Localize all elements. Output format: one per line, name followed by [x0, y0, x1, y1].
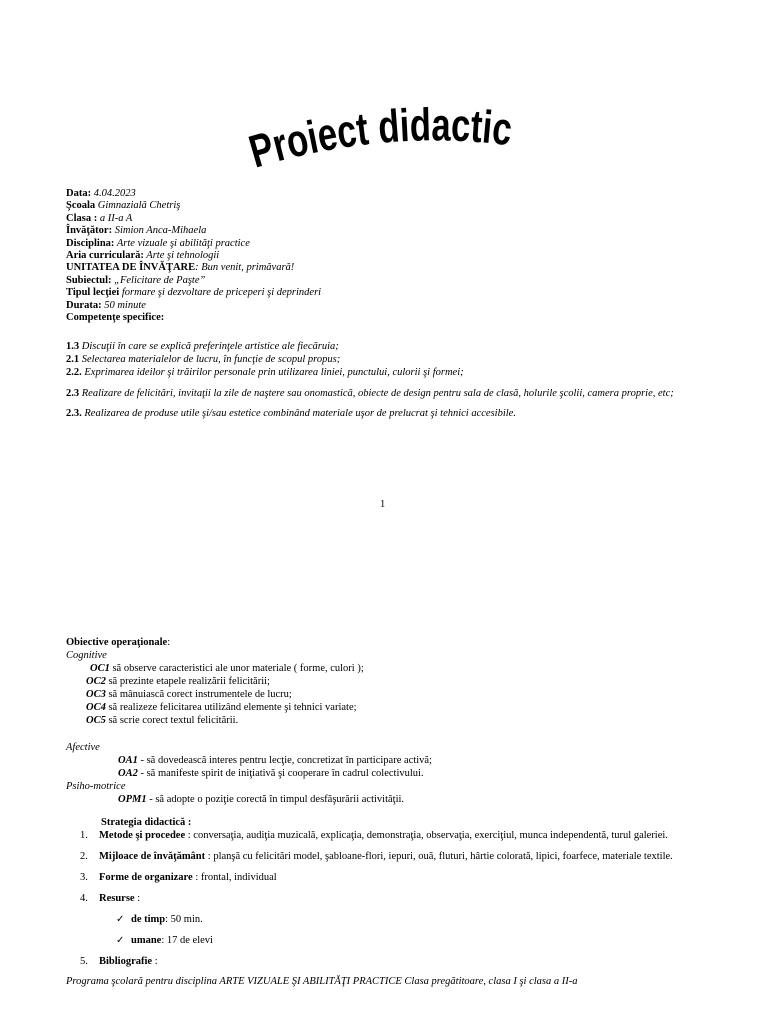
lesson-header	[66, 188, 321, 324]
strategy-text: : frontal, individual	[192, 872, 277, 883]
header-value: Arte şi tehnologii	[143, 250, 220, 262]
strategy-body	[99, 956, 158, 968]
resource-label: umane	[131, 935, 162, 946]
strategy-text: : planşă cu felicitări model, şabloane-flori, iepuri, ouă, fluturi, hârtie colorată, lipici, foarfece, materiale textile.	[205, 851, 673, 862]
competency-code: 2.3.	[66, 408, 82, 419]
psychomotor-objective	[66, 793, 432, 806]
objective-code: OC1	[90, 663, 110, 674]
header-value: formare şi dezvoltare de priceperi şi deprinderi	[119, 287, 322, 299]
checkmark-icon: ✓	[116, 935, 125, 946]
header-label: Învăţător:	[66, 225, 113, 237]
strategy-title: Strategia didactică :	[101, 817, 192, 828]
strategy-item	[80, 956, 760, 968]
cognitive-objective	[66, 675, 432, 688]
header-line	[66, 250, 321, 262]
document-title	[243, 88, 522, 178]
header-label: Disciplina:	[66, 237, 115, 249]
strategy-number: 1.	[80, 830, 88, 841]
objective-text: - să dovedească interes pentru lecţie, concretizat în participare activă;	[137, 755, 432, 766]
header-value: a II-a A	[97, 212, 133, 224]
title-text: Proiect didactic	[243, 98, 522, 178]
cognitive-objective	[66, 701, 432, 714]
checkmark-icon: ✓	[116, 914, 125, 925]
competency-text: Realizare de felicitări, invitaţii la zile de naştere sau onomastică, obiecte de design pentru sala de clasă, holurile şcolii, camera proprie, etc;	[79, 388, 674, 399]
header-line	[66, 275, 321, 287]
header-label: Durata:	[66, 299, 102, 311]
competency-item	[66, 341, 339, 353]
header-line	[66, 188, 321, 200]
header-line	[66, 238, 321, 250]
competency-text: Realizarea de produse utile şi/sau estetice combinând materiale uşor de prelucrat şi tehnici accesibile.	[81, 408, 516, 419]
page-number: 1	[380, 499, 386, 510]
strategy-label: Mijloace de învăţământ	[99, 851, 206, 862]
header-line	[66, 213, 321, 225]
competency-item	[66, 367, 464, 379]
header-label: Şcoala	[66, 200, 96, 212]
objectives-title: Obiective operaţionale	[66, 637, 168, 648]
strategy-item	[80, 830, 760, 842]
header-value: : Bun venit, primăvară!	[195, 262, 295, 274]
strategy-text: :	[152, 956, 158, 967]
competency-item	[66, 408, 516, 420]
header-label: Tipul lecţiei	[66, 287, 120, 299]
objective-code: OA1	[118, 755, 138, 766]
header-line	[66, 287, 321, 299]
objective-code: OPM1	[118, 794, 147, 805]
header-label: UNITATEA DE ÎNVĂŢARE	[66, 262, 196, 274]
strategy-label: Forme de organizare	[99, 872, 193, 883]
objective-text: să mânuiască corect instrumentele de lucru;	[105, 689, 292, 700]
strategy-label: Bibliografie	[99, 956, 153, 967]
header-line	[66, 312, 321, 324]
cognitive-objective	[66, 688, 432, 701]
header-value: „Felicitare de Paşte”	[111, 274, 206, 286]
strategy-body	[99, 830, 668, 842]
strategy-number: 2.	[80, 851, 88, 862]
strategy-number: 5.	[80, 956, 88, 967]
cognitive-objective	[66, 662, 432, 675]
objective-code: OC4	[86, 702, 106, 713]
resource-text: : 17 de elevi	[161, 935, 213, 946]
header-line	[66, 262, 321, 274]
strategy-number: 3.	[80, 872, 88, 883]
header-label: Aria curriculară:	[66, 250, 144, 262]
header-value: 4.04.2023	[91, 188, 136, 199]
competency-code: 1.3	[66, 341, 80, 352]
header-label: Competenţe specifice:	[66, 312, 165, 324]
psycho-label: Psiho-motrice	[66, 781, 126, 792]
strategy-body	[99, 872, 277, 884]
header-line	[66, 200, 321, 212]
strategy-text: : conversaţia, audiţia muzicală, explicaţia, demonstraţia, observaţia, exerciţiul, munca independentă, turul galeriei.	[185, 830, 668, 841]
objective-text: - să adopte o poziţie corectă în timpul desfăşurării activităţii.	[146, 794, 405, 805]
objective-text: să realizeze felicitarea utilizând elemente şi tehnici variate;	[105, 702, 357, 713]
competency-code: 2.1	[66, 354, 80, 365]
objective-text: să observe caracteristici ale unor materiale ( forme, culori );	[109, 663, 364, 674]
resource-item	[80, 914, 760, 926]
objective-code: OC2	[86, 676, 106, 687]
competency-item	[66, 388, 674, 400]
resource-text: : 50 min.	[165, 914, 203, 925]
strategy-body	[99, 893, 140, 905]
competency-code: 2.2.	[66, 367, 82, 378]
objective-text: să scrie corect textul felicitării.	[105, 715, 239, 726]
header-value: Simion Anca-Mihaela	[112, 225, 207, 237]
competency-text: Exprimarea ideilor şi trăirilor personale prin utilizarea liniei, punctului, culorii şi formei;	[81, 367, 464, 378]
bibliography-text: Programa şcolară pentru disciplina ARTE VIZUALE ŞI ABILITĂŢI PRACTICE Clasa pregătitoare, clasa I şi clasa a II-a	[66, 976, 578, 987]
affective-objective	[66, 754, 432, 767]
objective-text: să prezinte etapele realizării felicitării;	[105, 676, 270, 687]
header-label: Clasa :	[66, 212, 98, 224]
affective-label: Afective	[66, 742, 100, 753]
title-wordart	[243, 88, 522, 178]
affective-objective	[66, 767, 432, 780]
strategy-number: 4.	[80, 893, 88, 904]
competency-text: Selectarea materialelor de lucru, în funcţie de scopul propus;	[79, 354, 341, 365]
operational-objectives: Obiective operaţionale: Cognitive OC1 să observe caracteristici ale unor materiale ( forme, culori ); OC2 să prezinte etapele realizării felicitării; OC3 să mânuiască corect instrumentele de lucru; OC4 să realizeze felicitarea utilizând elemente şi tehnici variate; OC5 să scrie corect textul felicitării. Afective OA1 - să dovedească interes pentru lecţie, concretizat în participare activă; OA2 - să manifeste spirit de iniţiativă şi cooperare în cadrul colectivului. Psiho-motrice OPM1 - să adopte o poziţie corectă în timpul desfăşurării activităţii.	[66, 637, 432, 805]
header-line	[66, 300, 321, 312]
competency-item	[66, 354, 340, 366]
competency-code: 2.3	[66, 388, 80, 399]
strategy-list	[80, 830, 760, 977]
cognitive-objective	[66, 714, 432, 727]
competency-text: Discuţii în care se explică preferinţele artistice ale fiecăruia;	[79, 341, 339, 352]
strategy-label: Metode şi procedee	[99, 830, 186, 841]
objective-code: OC5	[86, 715, 106, 726]
strategy-body	[99, 851, 673, 863]
strategy-label: Resurse	[99, 893, 135, 904]
header-label: Subiectul:	[66, 274, 112, 286]
header-value: 50 minute	[101, 299, 146, 311]
resource-label: de timp	[131, 914, 166, 925]
objective-code: OC3	[86, 689, 106, 700]
cognitive-label: Cognitive	[66, 650, 107, 661]
objective-text: - să manifeste spirit de iniţiativă şi cooperare în cadrul colectivului.	[137, 768, 424, 779]
header-label: Data:	[66, 188, 92, 199]
objective-code: OA2	[118, 768, 138, 779]
strategy-item	[80, 851, 760, 863]
header-value: Gimnazială Chetriş	[95, 200, 181, 212]
header-value: Arte vizuale şi abilităţi practice	[114, 237, 250, 249]
header-line	[66, 225, 321, 237]
strategy-text: :	[134, 893, 141, 904]
resource-item	[80, 935, 760, 947]
strategy-item	[80, 893, 760, 905]
strategy-item	[80, 872, 760, 884]
